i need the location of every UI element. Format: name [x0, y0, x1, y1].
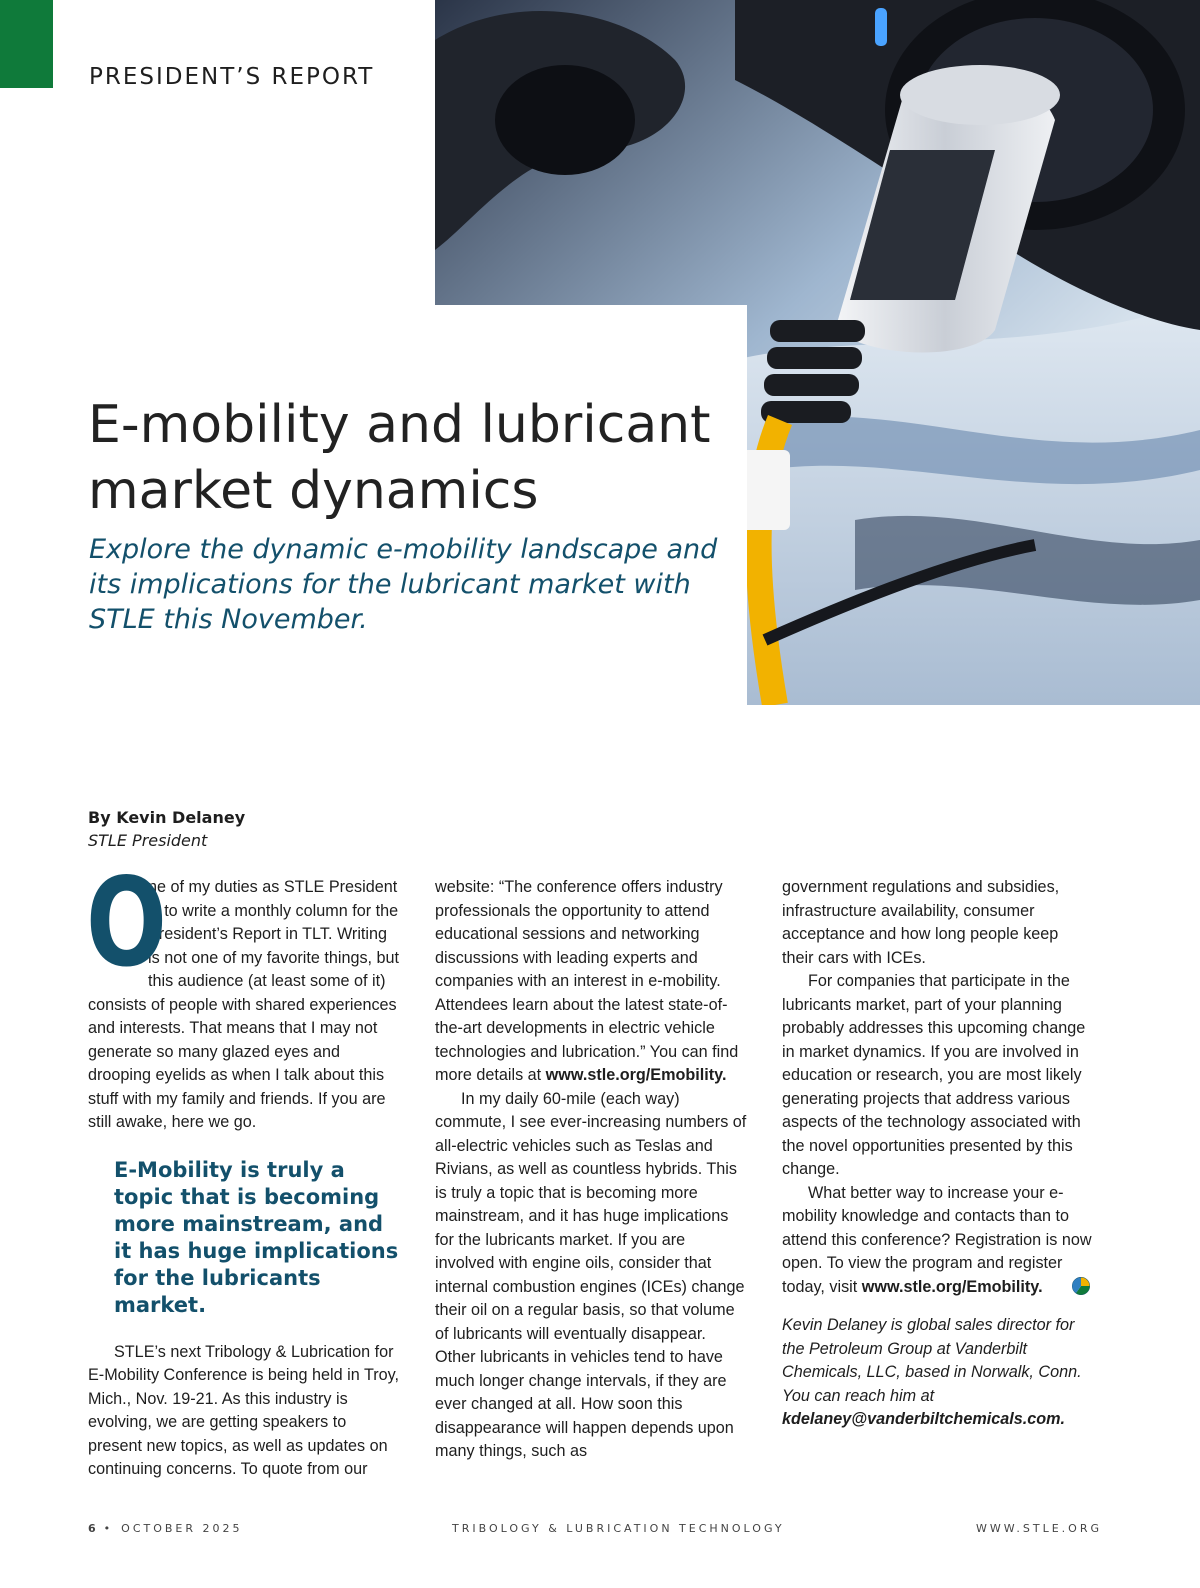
folio-separator: •: [103, 1522, 114, 1535]
author-name: By Kevin Delaney: [88, 808, 246, 827]
body-paragraph: In my daily 60-mile (each way) commute, I see ever-increasing numbers of all-electric vehicles such as Teslas and Rivians, as well as countless hybrids. This is truly a topic that is becoming more mainstream, and it has huge implications for the lubricants market. If you are involved with engine oils, consider that internal combustion engines (ICEs) change their oil on a regular basis, so that volume of lubricants will eventually disappear. Other lubricants in vehicles tend to have much longer change intervals, if they are ever changed at all. How soon this disappearance will happen depends upon many things, such as: [435, 1089, 747, 1460]
article-column-2: [435, 876, 747, 1464]
body-paragraph: For companies that participate in the lubricants market, part of your planning probably addresses this upcoming change in market dynamics. If you are involved in education or research, you are most likely generating projects that address various aspects of the technology associated with the novel opportunities presented by this change.: [782, 972, 1086, 1178]
stle-end-mark-icon: [1046, 1277, 1090, 1303]
body-paragraph: What better way to increase your e-mobility knowledge and contacts than to attend this conference? Registration is now open. To view the program and register today, visit www.stle.org/Emobility.: [782, 1182, 1094, 1303]
article-column-3: [782, 876, 1094, 1432]
article-deck: Explore the dynamic e-mobility landscape and its implications for the lubricant market with STLE this November.: [89, 534, 718, 635]
article-headline: [88, 392, 738, 524]
body-paragraph: government regulations and subsidies, infrastructure availability, consumer acceptance and how long people keep their cars with ICEs.: [782, 878, 1060, 967]
issue-date: OCTOBER 2025: [121, 1522, 243, 1535]
body-paragraph: STLE’s next Tribology & Lubrication for E-Mobility Conference is being held in Troy, Mich., Nov. 19-21. As this industry is evolving, we are getting speakers to present new topics, as well as updates on continuing concerns. To quote from our: [88, 1342, 400, 1478]
pull-quote: E-Mobility is truly a topic that is becoming more mainstream, and it has huge implications for the lubricants market.: [114, 1157, 399, 1317]
headline-line-2: market dynamics: [88, 461, 539, 521]
author-role: STLE President: [88, 831, 208, 850]
byline: [88, 806, 245, 852]
publication-name: TRIBOLOGY & LUBRICATION TECHNOLOGY: [452, 1522, 785, 1535]
body-paragraph: website: “The conference offers industry professionals the opportunity to attend educational sessions and networking discussions with leading experts and companies with an interest in e-mobility. Attendees learn about the latest state-of-the-art developments in electric vehicle technologies and lubrication.” You can find more details at www.stle.org/Emobility.: [435, 878, 739, 1084]
body-paragraph: ne of my duties as STLE President is to write a monthly column for the President’s Report in TLT. Writing is not one of my favorite things, but this audience (at least some of it) consists of people with shared experiences and interests. That means that I may not generate so many glazed eyes and drooping eyelids as when I talk about this stuff with my family and friends. If you are still awake, here we go.: [88, 878, 400, 1131]
article-column-1: [86, 852, 400, 1482]
footer-folio: [88, 1522, 243, 1535]
section-label: PRESIDENT’S REPORT: [89, 64, 375, 90]
registration-link[interactable]: www.stle.org/Emobility.: [861, 1277, 1043, 1296]
author-bio: Kevin Delaney is global sales director for the Petroleum Group at Vanderbilt Chemicals, LLC, based in Norwalk, Conn. You can reach him at kdelaney@vanderbiltchemicals.com.: [782, 1316, 1082, 1428]
website-url: WWW.STLE.ORG: [976, 1522, 1102, 1535]
section-accent-bar: [0, 0, 53, 88]
drop-cap: O: [86, 852, 167, 994]
conference-link[interactable]: www.stle.org/Emobility.: [545, 1066, 727, 1084]
author-email-link[interactable]: kdelaney@vanderbiltchemicals.com.: [782, 1410, 1065, 1428]
headline-line-1: E-mobility and lubricant: [88, 395, 711, 455]
page-number: 6: [88, 1522, 96, 1535]
